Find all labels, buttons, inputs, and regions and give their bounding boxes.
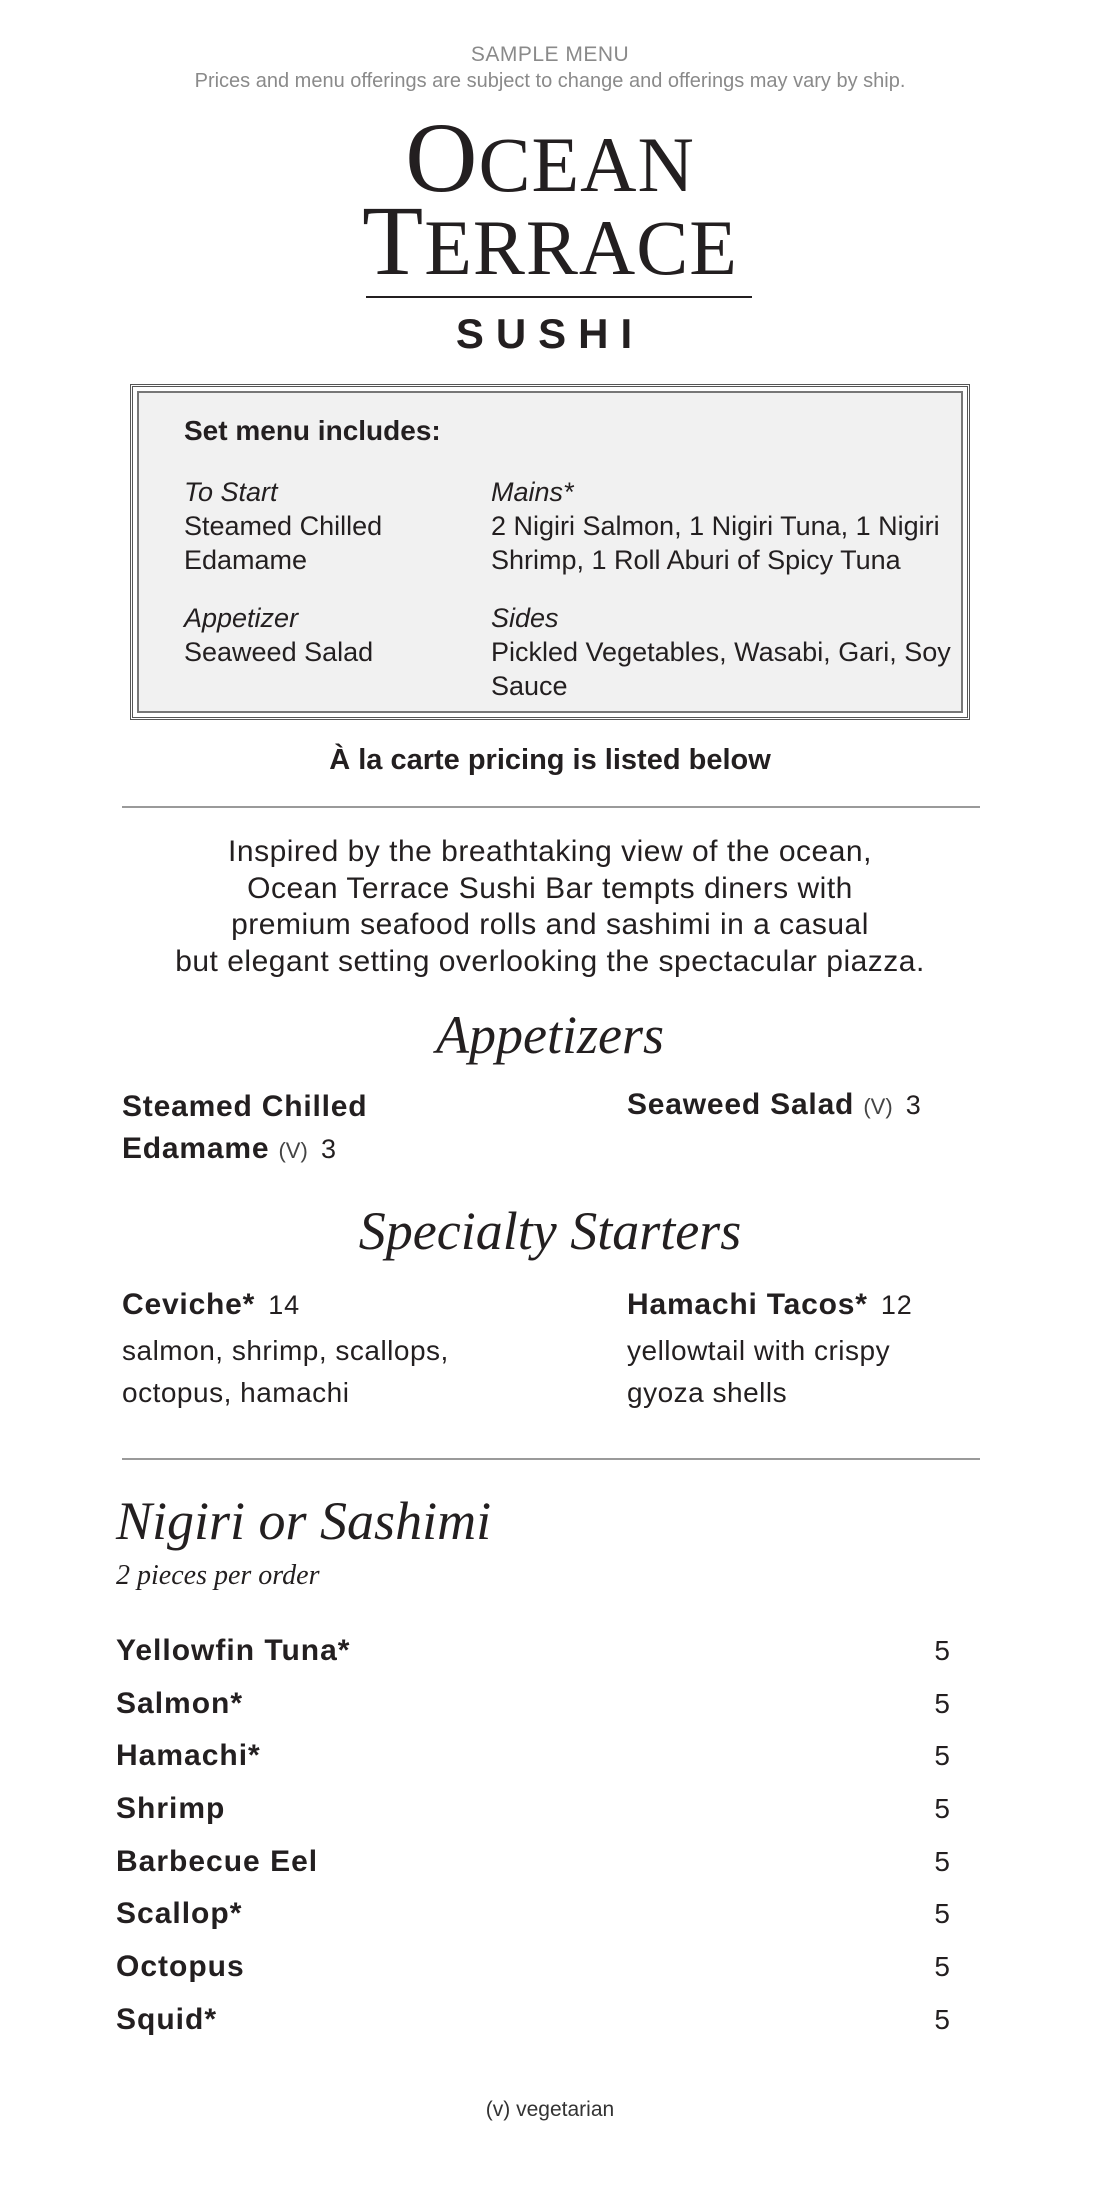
section-title-appetizers: Appetizers [436, 1005, 664, 1065]
item-price: 5 [934, 2003, 950, 2035]
ocean-terrace-logo [330, 102, 770, 357]
logo-subtitle: SUSHI [455, 310, 645, 357]
section-title-specialty-starters: Specialty Starters [358, 1201, 742, 1261]
set-menu-to-start: To Start Steamed Chilled Edamame [184, 477, 383, 575]
logo-line-terrace: TERRACE [362, 185, 738, 296]
nigiri-item: Hamachi* 5 [116, 1739, 950, 1773]
alacarte-note: À la carte pricing is listed below [329, 744, 771, 776]
set-menu-mains: Mains* 2 Nigiri Salmon, 1 Nigiri Tuna, 1 Nigiri Shrimp, 1 Roll Aburi of Spicy Tuna [491, 477, 940, 575]
item-price: 3 [905, 1090, 922, 1120]
item-price: 14 [268, 1290, 300, 1320]
set-menu-title: Set menu includes: [184, 415, 441, 446]
item-price: 5 [934, 1687, 950, 1719]
nigiri-item: Barbecue Eel 5 [116, 1844, 950, 1878]
vegetarian-tag: (V) [863, 1094, 893, 1119]
set-menu-sides: Sides Pickled Vegetables, Wasabi, Gari, Soy Sauce [491, 603, 951, 701]
item-price: 5 [934, 1898, 950, 1930]
divider [122, 1458, 980, 1460]
set-menu-appetizer: Appetizer Seaweed Salad [184, 603, 374, 667]
item-price: 5 [934, 1845, 950, 1877]
item-price: 3 [320, 1134, 337, 1164]
nigiri-item: Scallop* 5 [116, 1897, 950, 1931]
item-price: 5 [934, 1793, 950, 1825]
sample-menu-title: SAMPLE MENU [470, 43, 630, 66]
item-description: yellowtail with crispy gyoza shells [627, 1335, 891, 1408]
nigiri-item: Salmon* 5 [116, 1686, 950, 1720]
section-title-nigiri: Nigiri or Sashimi [116, 1491, 492, 1551]
item-description: salmon, shrimp, scallops, octopus, hamachi [122, 1335, 449, 1408]
nigiri-list [116, 1634, 950, 2056]
logo-line-ocean: OCEAN [405, 102, 695, 213]
item-price: 5 [934, 1635, 950, 1666]
divider [122, 806, 980, 808]
vegetarian-legend: (v) vegetarian [485, 2098, 615, 2121]
logo-divider [366, 296, 752, 298]
menu-item-seaweed-salad: Seaweed Salad (V) 3 [627, 1088, 922, 1121]
item-price: 12 [880, 1290, 913, 1320]
item-price: 5 [934, 1740, 950, 1772]
set-menu-box [130, 384, 970, 720]
menu-item-edamame: Steamed Chilled Edamame (V) 3 [122, 1090, 368, 1165]
item-price: 5 [934, 1951, 950, 1983]
nigiri-item: Yellowfin Tuna* 5 [116, 1634, 950, 1667]
sample-header [0, 43, 1100, 93]
menu-item-ceviche: Ceviche* 14 salmon, shrimp, scallops, octopus, hamachi [122, 1284, 502, 1414]
disclaimer-text: Prices and menu offerings are subject to change and offerings may vary by ship. [194, 70, 906, 92]
intro-paragraph: Inspired by the breathtaking view of the ocean, Ocean Terrace Sushi Bar tempts diners with premium seafood rolls and sashimi in a casual but elegant setting overlooking the spectacular piazza. [175, 835, 925, 978]
nigiri-item: Octopus 5 [116, 1950, 950, 1984]
nigiri-subtitle: 2 pieces per order [116, 1560, 320, 1591]
nigiri-item: Shrimp 5 [116, 1792, 950, 1826]
vegetarian-tag: (V) [278, 1138, 308, 1163]
nigiri-item: Squid* 5 [116, 2002, 950, 2036]
menu-item-hamachi-tacos: Hamachi Tacos* 12 yellowtail with crispy gyoza shells [627, 1284, 1027, 1414]
